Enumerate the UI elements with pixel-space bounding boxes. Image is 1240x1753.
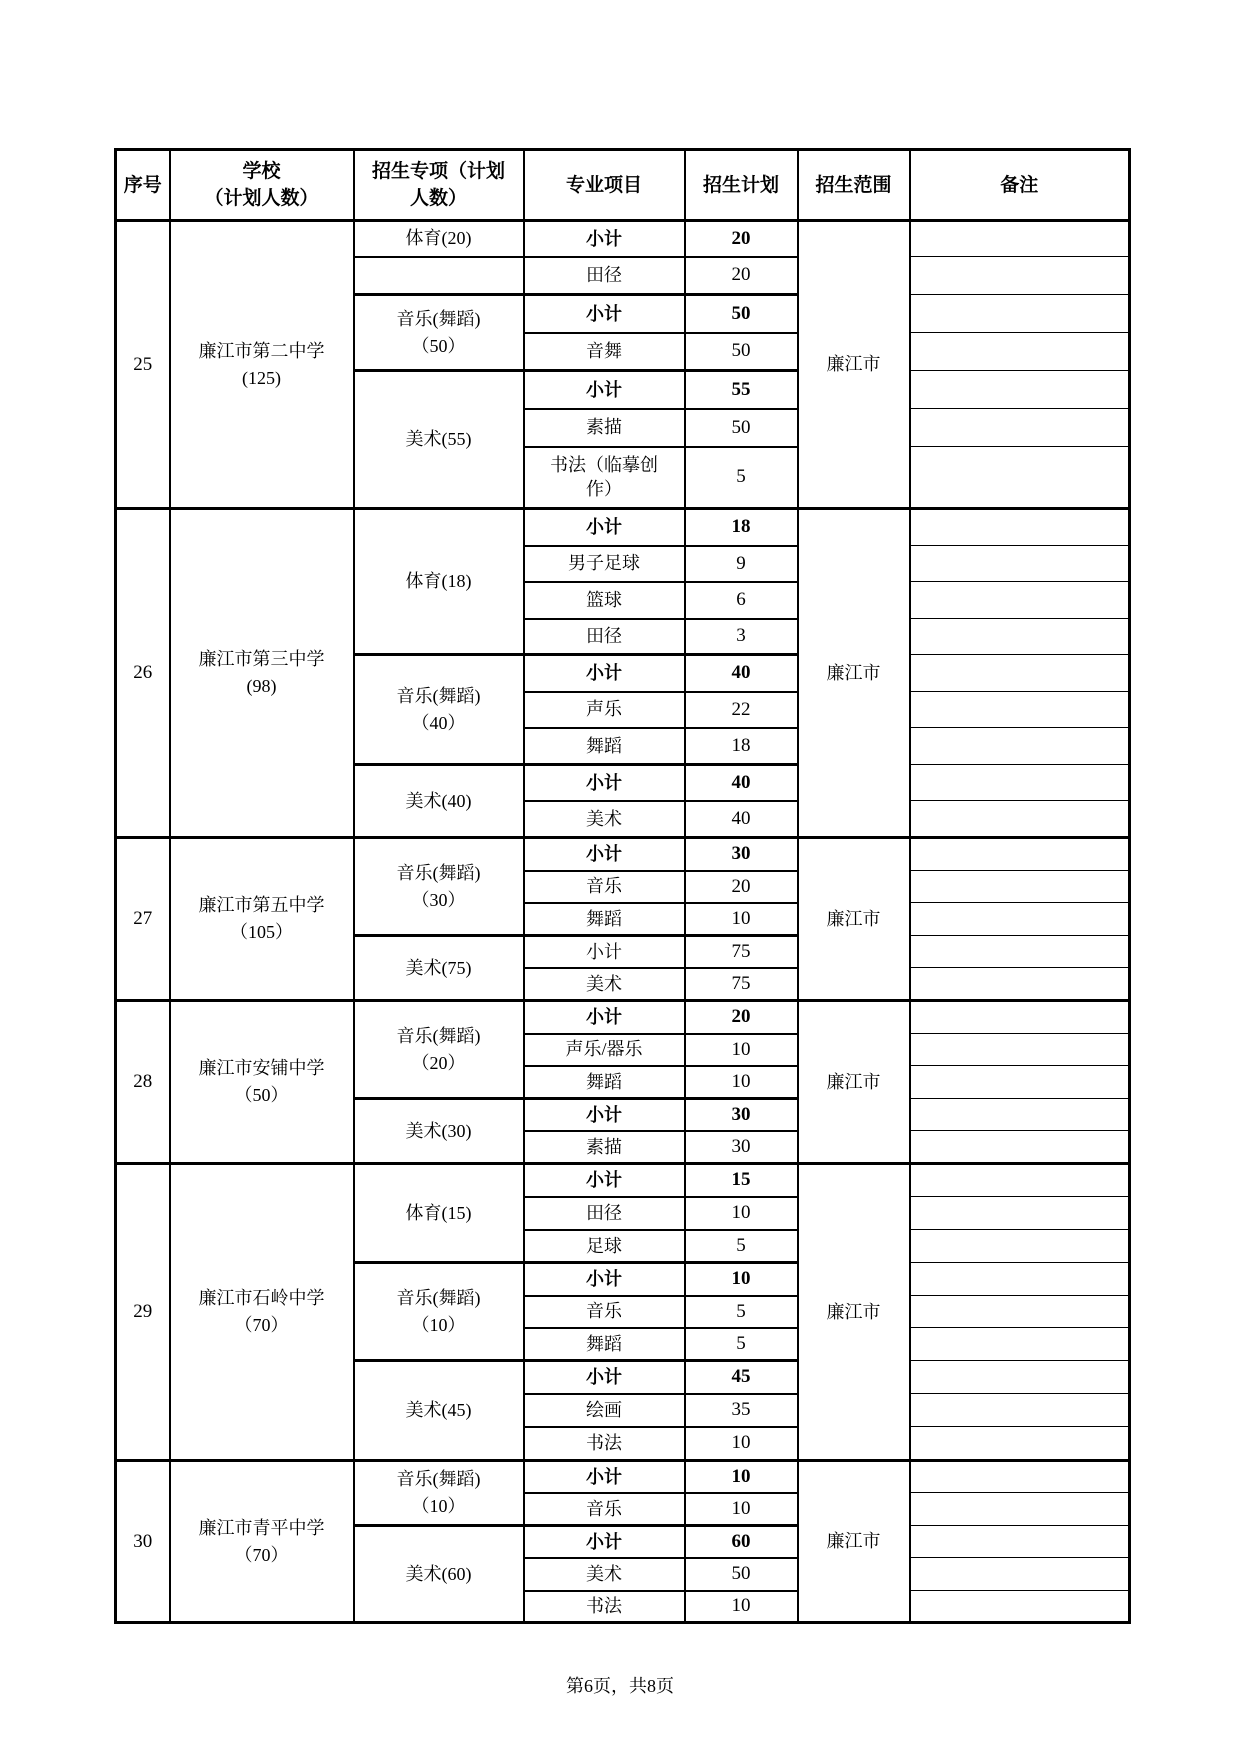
category-cell: 美术(75) [354,936,524,1001]
remark-cell [910,1526,1130,1558]
enrollment-table-body [116,221,1130,1623]
plan-cell: 55 [685,371,798,409]
category-cell: 美术(30) [354,1099,524,1164]
remark-cell [910,409,1130,447]
plan-cell: 50 [685,1558,798,1591]
project-cell: 小计 [524,1526,685,1558]
remark-cell [910,936,1130,968]
header-school [170,150,354,221]
plan-cell: 45 [685,1361,798,1394]
category-cell [354,257,524,295]
plan-cell: 10 [685,1493,798,1526]
category-cell: 音乐(舞蹈) （40） [354,655,524,765]
plan-cell: 30 [685,838,798,871]
project-cell: 小计 [524,1164,685,1197]
remark-cell [910,1066,1130,1099]
header-category [354,150,524,221]
plan-cell: 5 [685,447,798,509]
project-cell: 舞蹈 [524,1328,685,1361]
remark-cell [910,1131,1130,1164]
category-cell: 美术(55) [354,371,524,509]
project-cell: 小计 [524,765,685,801]
plan-cell: 20 [685,221,798,257]
plan-cell: 40 [685,655,798,692]
project-cell: 书法 [524,1591,685,1623]
plan-cell: 40 [685,765,798,801]
header-plan: 招生计划 [685,150,798,221]
remark-cell [910,1230,1130,1263]
remark-cell [910,838,1130,871]
project-cell: 素描 [524,409,685,447]
seq-cell: 25 [116,221,170,509]
seq-cell: 28 [116,1001,170,1164]
plan-cell: 9 [685,546,798,582]
school-cell: 廉江市安铺中学 （50） [170,1001,354,1164]
category-cell: 美术(60) [354,1526,524,1623]
plan-cell: 5 [685,1296,798,1328]
plan-cell: 10 [685,1461,798,1493]
project-cell: 美术 [524,801,685,838]
plan-cell: 20 [685,871,798,903]
table-row [116,1001,1130,1034]
plan-cell: 18 [685,728,798,765]
project-cell: 音乐 [524,1296,685,1328]
table-row [116,509,1130,546]
remark-cell [910,1558,1130,1591]
seq-cell: 26 [116,509,170,838]
table-row [116,1461,1130,1493]
project-cell: 小计 [524,371,685,409]
header-school-line1: 学校 [242,161,281,182]
header-school-line2: （计划人数） [204,188,319,209]
project-cell: 书法（临摹创作） [524,447,685,509]
plan-cell: 10 [685,1197,798,1230]
project-cell: 篮球 [524,582,685,619]
plan-cell: 6 [685,582,798,619]
category-cell: 音乐(舞蹈) （10） [354,1263,524,1361]
plan-cell: 5 [685,1230,798,1263]
project-cell: 声乐 [524,692,685,728]
remark-cell [910,765,1130,801]
remark-cell [910,728,1130,765]
scope-cell: 廉江市 [798,221,910,509]
remark-cell [910,1461,1130,1493]
header-remark: 备注 [910,150,1130,221]
remark-cell [910,333,1130,371]
project-cell: 小计 [524,295,685,333]
plan-cell: 22 [685,692,798,728]
plan-cell: 50 [685,409,798,447]
remark-cell [910,1001,1130,1034]
plan-cell: 3 [685,619,798,655]
school-cell: 廉江市第三中学 (98) [170,509,354,838]
project-cell: 声乐/器乐 [524,1034,685,1066]
plan-cell: 30 [685,1131,798,1164]
project-cell: 小计 [524,1263,685,1296]
project-cell: 绘画 [524,1394,685,1427]
project-cell: 小计 [524,1099,685,1131]
table-row [116,838,1130,871]
scope-cell: 廉江市 [798,509,910,838]
seq-cell: 29 [116,1164,170,1461]
header-project: 专业项目 [524,150,685,221]
plan-cell: 75 [685,968,798,1001]
school-cell: 廉江市第二中学 (125) [170,221,354,509]
header-scope: 招生范围 [798,150,910,221]
project-cell: 小计 [524,838,685,871]
scope-cell: 廉江市 [798,1001,910,1164]
plan-cell: 30 [685,1099,798,1131]
project-cell: 美术 [524,1558,685,1591]
plan-cell: 35 [685,1394,798,1427]
project-cell: 音乐 [524,871,685,903]
category-cell: 音乐(舞蹈) （50） [354,295,524,371]
remark-cell [910,1296,1130,1328]
category-cell: 体育(20) [354,221,524,257]
school-cell: 廉江市青平中学 （70） [170,1461,354,1623]
plan-cell: 75 [685,936,798,968]
remark-cell [910,655,1130,692]
header-category-line1: 招生专项（计划 [371,161,505,182]
header-row [116,150,1130,221]
remark-cell [910,968,1130,1001]
category-cell: 美术(45) [354,1361,524,1461]
category-cell: 音乐(舞蹈) （20） [354,1001,524,1099]
scope-cell: 廉江市 [798,1164,910,1461]
header-category-line2: 人数） [409,188,467,209]
project-cell: 书法 [524,1427,685,1461]
project-cell: 舞蹈 [524,728,685,765]
project-cell: 男子足球 [524,546,685,582]
category-cell: 音乐(舞蹈) （10） [354,1461,524,1526]
plan-cell: 5 [685,1328,798,1361]
remark-cell [910,1427,1130,1461]
remark-cell [910,221,1130,257]
project-cell: 小计 [524,221,685,257]
header-seq: 序号 [116,150,170,221]
remark-cell [910,903,1130,936]
table-row [116,221,1130,257]
project-cell: 小计 [524,1461,685,1493]
remark-cell [910,1361,1130,1394]
project-cell: 田径 [524,619,685,655]
remark-cell [910,1263,1130,1296]
project-cell: 小计 [524,509,685,546]
remark-cell [910,692,1130,728]
project-cell: 素描 [524,1131,685,1164]
remark-cell [910,1034,1130,1066]
seq-cell: 27 [116,838,170,1001]
remark-cell [910,371,1130,409]
seq-cell: 30 [116,1461,170,1623]
project-cell: 小计 [524,1001,685,1034]
plan-cell: 20 [685,1001,798,1034]
remark-cell [910,1099,1130,1131]
project-cell: 小计 [524,936,685,968]
category-cell: 体育(18) [354,509,524,655]
remark-cell [910,801,1130,838]
plan-cell: 10 [685,1263,798,1296]
project-cell: 田径 [524,257,685,295]
scope-cell: 廉江市 [798,1461,910,1623]
remark-cell [910,1591,1130,1623]
remark-cell [910,871,1130,903]
category-cell: 美术(40) [354,765,524,838]
remark-cell [910,295,1130,333]
table-header [116,150,1130,221]
plan-cell: 40 [685,801,798,838]
project-cell: 田径 [524,1197,685,1230]
category-cell: 音乐(舞蹈) （30） [354,838,524,936]
page-number: 第6页，共8页 [566,1676,674,1696]
scope-cell: 廉江市 [798,838,910,1001]
project-cell: 音乐 [524,1493,685,1526]
project-cell: 美术 [524,968,685,1001]
project-cell: 小计 [524,655,685,692]
enrollment-table [114,148,1131,1624]
plan-cell: 18 [685,509,798,546]
project-cell: 小计 [524,1361,685,1394]
remark-cell [910,1197,1130,1230]
plan-cell: 20 [685,257,798,295]
school-cell: 廉江市石岭中学 （70） [170,1164,354,1461]
remark-cell [910,1394,1130,1427]
plan-cell: 10 [685,1066,798,1099]
plan-cell: 50 [685,295,798,333]
project-cell: 音舞 [524,333,685,371]
plan-cell: 10 [685,1427,798,1461]
remark-cell [910,546,1130,582]
plan-cell: 60 [685,1526,798,1558]
plan-cell: 15 [685,1164,798,1197]
remark-cell [910,509,1130,546]
remark-cell [910,257,1130,295]
project-cell: 足球 [524,1230,685,1263]
plan-cell: 50 [685,333,798,371]
plan-cell: 10 [685,1591,798,1623]
remark-cell [910,582,1130,619]
category-cell: 体育(15) [354,1164,524,1263]
remark-cell [910,447,1130,509]
school-cell: 廉江市第五中学 （105） [170,838,354,1001]
plan-cell: 10 [685,903,798,936]
table-row [116,1164,1130,1197]
remark-cell [910,619,1130,655]
remark-cell [910,1493,1130,1526]
project-cell: 舞蹈 [524,903,685,936]
remark-cell [910,1164,1130,1197]
remark-cell [910,1328,1130,1361]
project-cell: 舞蹈 [524,1066,685,1099]
plan-cell: 10 [685,1034,798,1066]
